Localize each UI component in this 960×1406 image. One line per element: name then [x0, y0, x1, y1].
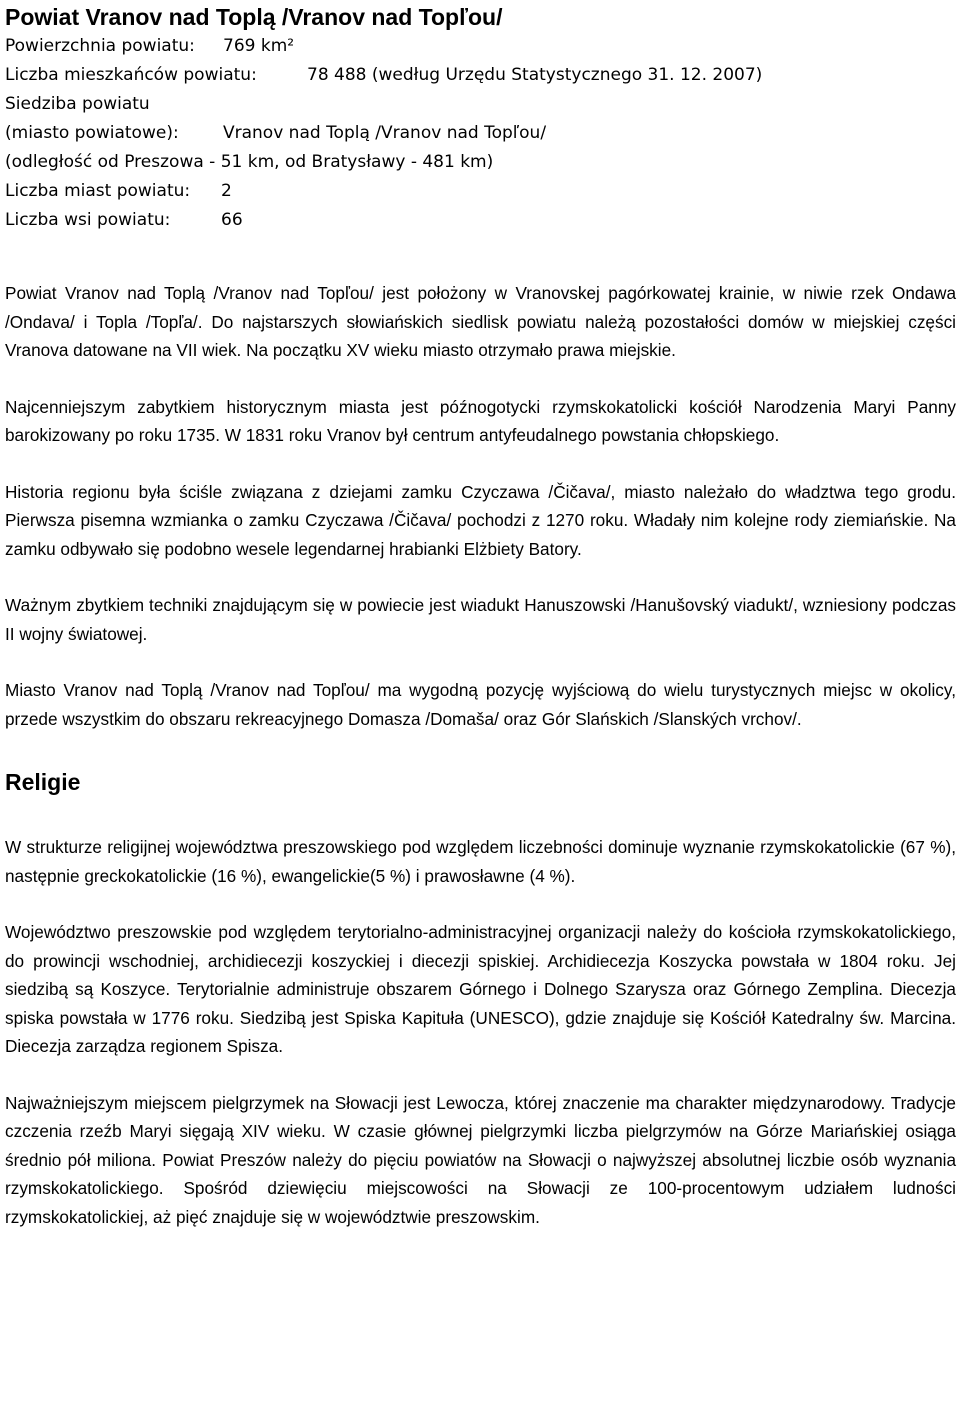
cities-label: Liczba miast powiatu: — [5, 181, 191, 201]
seat-label-row — [5, 90, 956, 119]
area-row — [5, 32, 956, 61]
population-row — [5, 61, 956, 90]
paragraph-monuments: Najcenniejszym zabytkiem historycznym miasta jest późnogotycki rzymskokatolicki kościół Narodzenia Maryi Panny barokizowany po roku 1735. W 1831 roku Vranov był centrum antyfeudalnego powstania chłopskiego. — [5, 396, 956, 445]
section-heading-religion: Religie — [5, 769, 81, 795]
document-page — [0, 2, 960, 1406]
paragraph-location: Powiat Vranov nad Toplą /Vranov nad Topľou/ jest położony w Vranovskej pagórkowatej krainie, w niwie rzek Ondawa /Ondava/ i Topla /Topľa/. Do najstarszych słowiańskich siedlisk powiatu należą pozostałości domów w miejskiej części Vranova datowane na VII wiek. Na początku XV wieku miasto otrzymało prawa miejskie. — [5, 283, 956, 360]
area-value: 769 km² — [223, 36, 295, 56]
paragraph-history: Historia regionu była ściśle związana z dziejami zamku Czyczawa /Čičava/, miasto należało do władztwa tego grodu. Pierwsza pisemna wzmianka o zamku Czyczawa /Čičava/ pochodzi z 1270 roku. Władały nim kolejne rody ziemiańskie. Na zamku odbywało się podobno wesele legendarnej hrabianki Elżbiety Batory. — [5, 481, 956, 559]
seat-label-line2: (miasto powiatowe): — [5, 123, 179, 143]
page-title: Powiat Vranov nad Toplą /Vranov nad Topľou/ — [5, 4, 503, 30]
paragraph-viaduct: Ważnym zbytkiem techniki znajdującym się w powiecie jest wiadukt Hanuszowski /Hanušovský viadukt/, wzniesiony podczas II wojny światowej. — [5, 595, 956, 644]
villages-label: Liczba wsi powiatu: — [5, 210, 171, 230]
seat-value: Vranov nad Toplą /Vranov nad Topľou/ — [223, 123, 547, 143]
distance-row — [5, 148, 956, 177]
paragraph-tourism: Miasto Vranov nad Toplą /Vranov nad Topľou/ ma wygodną pozycję wyjściową do wielu turystycznych miejsc w okolicy, przede wszystkim do obszaru rekreacyjnego Domasza /Domaša/ oraz Gór Slańskich /Slanských vrchov/. — [5, 680, 956, 729]
seat-label-line1: Siedziba powiatu — [5, 94, 150, 114]
paragraph-pilgrimages: Najważniejszym miejscem pielgrzymek na Słowacji jest Lewocza, której znaczenie ma charakter międzynarodowy. Tradycje czczenia rzeźb Maryi sięgają XIV wieku. W czasie głównej pielgrzymki liczba pielgrzymów na Górze Mariańskiej osiąga średnio pół miliona. Powiat Preszów należy do pięciu powiatów na Słowacji o najwyższej absolutnej liczbie osób wyznania rzymskokatolickiego. Spośród dziewięciu miejscowości na Słowacji ze 100-procentowym udziałem ludności rzymskokatolickiej, aż pięć znajduje się w województwie preszowskim. — [5, 1092, 956, 1227]
villages-value: 66 — [221, 210, 243, 230]
seat-row — [5, 119, 956, 148]
villages-row — [5, 206, 956, 235]
paragraph-church-organization: Województwo preszowskie pod względem terytorialno-administracyjnej organizacji należy do kościoła rzymskokatolickiego, do prowincji wschodniej, archidiecezji koszyckiej i diecezji spiskiej. Archidiecezja Koszycka powstała w 1804 roku. Jej siedzibą są Koszyce. Terytorialnie administruje obszarem Górnego i Dolnego Szarysza oraz Górnego Zemplina. Diecezja spiska powstała w 1776 roku. Siedzibą jest Spiska Kapituła (UNESCO), gdzie znajduje się Kościół Katedralny św. Marcina. Diecezja zarządza regionem Spisza. — [5, 922, 956, 1056]
district-info-block — [5, 32, 956, 235]
area-label: Powierzchnia powiatu: — [5, 36, 195, 56]
paragraph-religion-structure: W strukturze religijnej województwa preszowskiego pod względem liczebności dominuje wyznanie rzymskokatolickie (67 %), następnie greckokatolickie (16 %), ewangelickie(5 %) i prawosławne (4 %). — [5, 837, 956, 886]
population-value: 78 488 (według Urzędu Statystycznego 31. 12. 2007) — [307, 65, 763, 85]
cities-value: 2 — [221, 181, 232, 201]
population-label: Liczba mieszkańców powiatu: — [5, 65, 257, 85]
distance-text: (odległość od Preszowa - 51 km, od Bratysławy - 481 km) — [5, 152, 494, 172]
cities-row — [5, 177, 956, 206]
